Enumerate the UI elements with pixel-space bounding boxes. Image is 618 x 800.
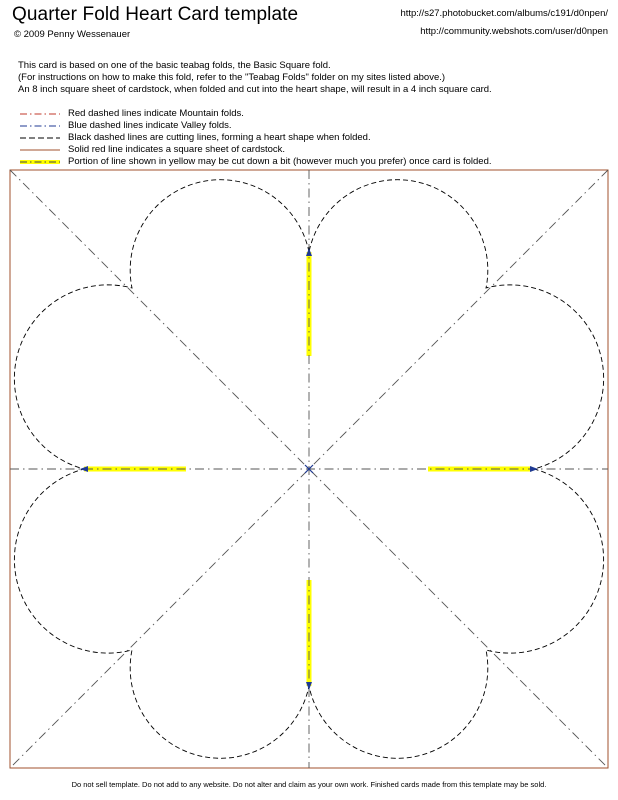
legend-label-valley: Blue dashed lines indicate Valley folds. xyxy=(68,120,232,131)
intro-line-2: (For instructions on how to make this fold, refer to the "Teabag Folds" folder on my sites listed above.) xyxy=(18,72,446,83)
legend-label-mountain: Red dashed lines indicate Mountain folds. xyxy=(68,108,244,119)
copyright-text: © 2009 Penny Wessenauer xyxy=(14,29,131,40)
notch-marker-right xyxy=(530,466,538,472)
intro-line-1: This card is based on one of the basic teabag folds, the Basic Square fold. xyxy=(18,60,331,71)
legend-label-sheet: Solid red line indicates a square sheet of cardstock. xyxy=(68,144,286,155)
page-title: Quarter Fold Heart Card template xyxy=(12,4,299,25)
webshots-link[interactable]: http://community.webshots.com/user/d0npen xyxy=(420,26,608,37)
intro-line-3: An 8 inch square sheet of cardstock, when folded and cut into the heart shape, will result in a 4 inch square card. xyxy=(18,84,492,95)
usage-terms: Do not sell template. Do not add to any website. Do not alter and claim as your own work. Finished cards made from this template may be sold. xyxy=(71,780,547,789)
legend-label-cut: Black dashed lines are cutting lines, forming a heart shape when folded. xyxy=(68,132,371,143)
photobucket-link[interactable]: http://s27.photobucket.com/albums/c191/d0npen/ xyxy=(400,8,608,19)
legend-label-yellow: Portion of line shown in yellow may be cut down a bit (however much you prefer) once card is folded. xyxy=(68,156,492,167)
